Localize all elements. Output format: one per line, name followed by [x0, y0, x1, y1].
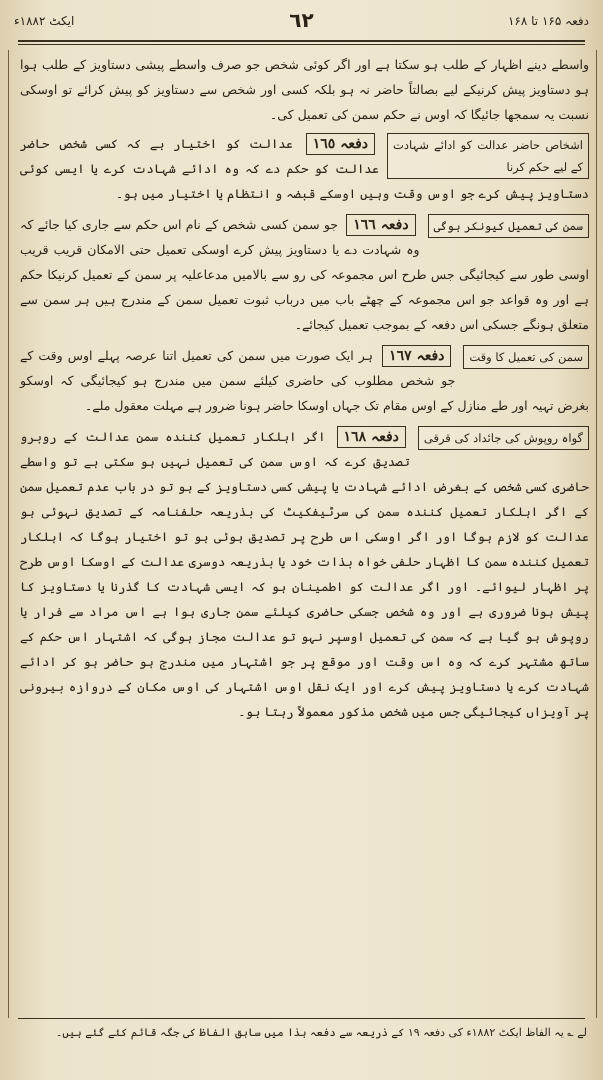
section-text: اگر اہلکار تعمیل کنندہ سمن عدالت کے روبرو تصدیق کرے کہ اوس سمن کی تعمیل نہیں ہو سکتی ہے تو واسطے حاضری کسی شخص کے بغرض ادائے شہادت یا پیشی کسی دستاویز کے ہو تو در باب عدم تعمیل سمن کے اگر اہلکار تعمیل کنندہ سمن کی سرٹیفکیٹ کی بذریعہ حلفنامہ کے تصدیق نہوئی ہو عدالت کو لازم ہوگا اور اگر اوسکی اس طرح پر تصدیق ہوئی ہو تو اختیار ہوگا کہ اہلکار تعمیل کنندہ سمن کا اظہار حلفی خواہ بذات خود یا بذریعہ دوسری عدالت کے اوسکا اوس طرح پر اظہار لیوائے۔ اور اگر عدالت کو اطمینان ہو کہ ایسی شہادت کا گذرنا یا دستاویز کا پیش ہونا ضروری ہے اور وہ شخص جسکی حاضری کیلئے سمن جاری ہوا ہے اس مراد سے فرار یا روپوش ہو گیا ہے کہ سمن کی تعمیل اوسپر نہو تو عدالت مجاز ہوگی کہ اشتہار اس حکم کے ساتھ مشتہر کرے کہ وہ اس وقت اور موقع پر جو اشتہار میں مندرج ہو حاضر ہو کر ادائے شہادت کرے یا دستاویز پیش کرے اور ایک نقل اوس اشتہار کی اوس مکان کے دروازہ بیرونی پر آویزاں کیجائیگی جس میں شخص مذکور معمولاً رہتا ہو۔: [20, 429, 589, 719]
section-label: [337, 426, 406, 448]
section-label-text: دفعہ: [380, 217, 409, 233]
margin-line-right: [596, 50, 597, 1018]
side-note: گواہ روپوش کی جائداد کی قرقی: [418, 426, 589, 450]
side-note: سمن کی تعمیل کا وقت: [463, 345, 589, 369]
footnote: لے ؎ یہ الفاظ ایکٹ ۱۸۸۲ء کی دفعہ ۱۹ کے ذریعہ سے دفعہ ہذا میں سابق الفاظ کی جگہ قائم کئے گئے ہیں۔: [55, 1026, 587, 1039]
opening-paragraph: واسطے دینے اظہار کے طلب ہو سکتا ہے اور اگر کوئی شخص جو صرف واسطے پیشی دستاویز کے طلب ہوا ہو دستاویز پیش کرنیکے لیے بصالتاً حاضر نہ ہو بلکہ کسی اور شخص سے دستاویز کو پیش کرائے تو اوسکی نسبت یہ سمجھا جائیگا کہ اوس نے حکم سمن کی تعمیل کی۔: [20, 57, 589, 122]
header-rule-thin: [18, 44, 585, 45]
side-note: اشخاص حاضر عدالت کو ادائے شہادت کے لیے حکم کرنا: [387, 133, 589, 179]
section-text: جو سمن کسی شخص کے نام اس حکم سے جاری کیا جائے کہ وہ شہادت دے یا دستاویز پیش کرے اوسکی تعمیل حتی الامکان قریب قریب اوسی طور سے کیجائیگی جس طرح اس مجموعہ کی رو سے بالامیں مدعاعلیہ پر سمن کے تعمیل کرنیکا حکم ہے اور وہ قواعد جو اس مجموعہ کے چھٹے باب میں درباب ثبوت تعمیل سمن کے مندرج ہیں ہر سمن سے متعلق ہونگے جسکی اس دفعہ کے بموجب تعمیل کیجائے۔: [20, 217, 589, 332]
page-body: [20, 52, 589, 730]
header-section-range: دفعہ ۱۶۵ تا ۱۶۸: [507, 14, 589, 28]
page-header: [10, 6, 593, 36]
section-number: ١٦٧: [389, 348, 412, 364]
section-label-text: دفعہ: [370, 429, 399, 445]
footnote-rule: [18, 1018, 585, 1019]
section-number: ١٦٦: [353, 217, 376, 233]
section-text: ہر ایک صورت میں سمن کی تعمیل اتنا عرصہ پہلے اوس وقت کے جو شخص مطلوب کی حاضری کیلئے سمن میں مندرج ہو کیجائیگی کہ اوسکو بغرض تہیہ اور طے منازل کے اوس مقام تک جہاں اوسکا حاضر ہونا ضرور ہے مہلت معقول ملے۔: [20, 348, 589, 413]
section-166: [20, 212, 589, 337]
section-168: [20, 424, 589, 724]
section-167: [20, 343, 589, 418]
section-number: ١٦٨: [343, 429, 367, 445]
section-165: [20, 131, 589, 206]
header-rule: [18, 40, 585, 42]
page-number: ٦٢: [289, 8, 314, 32]
header-act-year: ایکٹ ۱۸۸۲ء: [14, 14, 75, 28]
section-label-text: دفعہ: [340, 136, 369, 152]
margin-line-left: [8, 50, 9, 1018]
section-label-text: دفعہ: [416, 348, 445, 364]
side-note: سمن کی تعمیل کیونکر ہوگی: [428, 214, 589, 238]
section-label: [382, 345, 451, 367]
section-number: ١٦٥: [312, 136, 336, 152]
section-label: [306, 133, 375, 155]
section-label: [346, 214, 415, 236]
section-text: عدالت کو اختیار ہے کہ کسی شخص حاضر عدالت کو حکم دے کہ وہ ادائے شہادت کرے یا ایسی کوئی دستاویز پیش کرے جو اوس وقت وہیں اوسکے قبضہ و انتظام یا اختیار میں ہو۔: [20, 136, 589, 201]
